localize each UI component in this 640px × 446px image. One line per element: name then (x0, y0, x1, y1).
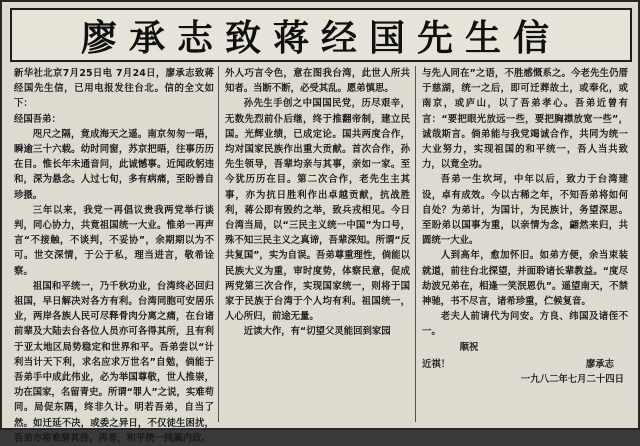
paragraph: 孙先生手创之中国国民党，历尽艰辛，无数先烈前仆后继，终于推翻帝制，建立民国。光辉业绩，已成定论。国共两度合作，均对国家民族作出重大贡献。首次合作，孙先生领导，吾辈均亲与其事，亲如一家。至今犹历历在目。第二次合作，老先生主其事，亦为抗日胜利作出卓越贡献，抗战胜利，蒋公即有毁约之举，致兵戎相见。今日台湾当局，以“三民主义统一中国”为口号，殊不知三民主义之真谛，吾辈深知。所谓“反共复国”，实为自误。吾弟尊重理性，倘能以民族大义为重，审时度势，体察民意，促成两党第三次合作，实现国家统一，则将于国家于民族于台湾于个人均有利。祖国统一，人心所归，前途无量。 (225, 98, 410, 323)
column-divider (415, 66, 416, 422)
headline: 廖承志致蒋经国先生信 (80, 17, 561, 59)
article-column-1 (14, 66, 214, 444)
dateline: 新华社北京7月25日电 7月24日，廖承志致蒋经国先生信，已用电报发往台北。信的全文如下： (14, 68, 214, 110)
regards: 近祺！ (422, 358, 451, 370)
signature-row (422, 357, 628, 372)
salutation: 经国吾弟： (14, 113, 61, 125)
article-column-3 (422, 66, 628, 426)
article-column-2 (225, 66, 410, 426)
paragraph: 祖国和平统一，乃千秋功业，台湾终必回归祖国，早日解决对各方有利。台湾同胞可安居乐业，两岸各族人民可尽释骨肉分离之痛，在台诸前辈及大陆去台各位人员亦可各得其所，且有利于亚太地区局势稳定和世界和平。吾弟尝以“计利当计天下利，求名应求万世名”自勉，倘能于吾弟手中成此伟业，必为举国尊敬，世人推崇，功在国家，名留青史。所谓“罪人”之说，实难苟同。局促东隅，终非久计。明若吾弟，自当了然。如迁延不决，或委之异日，不仅徒生困扰，吾弟亦将难辞其咎。再者，和平统一纯属内政。 (14, 280, 214, 444)
headline-box (10, 8, 632, 62)
signature: 廖承志 (585, 358, 614, 370)
letter-date: 一九八二年七月二十四日 (520, 374, 624, 386)
paragraph: 人到高年，愈加怀旧。如弟方便，余当束装就道，前往台北探望，并面聆诸长辈教益。“度尽劫波兄弟在，相逢一笑泯恩仇”。遥望南天，不禁神驰，书不尽言，诸希珍重，伫候复音。 (422, 250, 628, 308)
closing-phrase: 顺祝 (459, 341, 479, 353)
paragraph: 老夫人前请代为问安。方良、纬国及诸侄不一。 (422, 311, 628, 338)
paragraph: 吾弟一生坎坷，中年以后，致力于台湾建设，卓有成效。今以古稀之年，不知吾弟将如何自处？为弟计，为国计，为民族计，务望深思。至盼弟以国事为重，以亲情为念，翩然来归，共圆统一大业。 (422, 174, 628, 247)
column-divider (218, 66, 219, 422)
paragraph: 咫尺之隔，竟成海天之遥。南京匆匆一晤，瞬逾三十六载。幼时同窗，苏京把晤，往事历历在目。惟长年未通音问，此诚憾事。近闻政躬违和，深为悬念。人过七旬，多有病痛，至盼善自珍摄。 (14, 128, 214, 201)
paragraph: 近读大作，有“切望父灵能回到家园 (243, 326, 391, 338)
paragraph: 三年以来，我党一再倡议贵我两党举行谈判，同心协力，共竟祖国统一大业。惟弟一再声言“不接触，不谈判，不妥协”，余期期以为不可。世交深情，于公于私，理当进言，敬希诠察。 (14, 204, 214, 277)
paragraph: 与先人同在”之语，不胜感慨系之。今老先生仍厝于慈湖，统一之后，即可迁葬故土，或奉化，或南京，或庐山，以了吾弟孝心。吾弟近曾有言：“要把眼光放远一些，要把胸襟放宽一些”，诚哉斯言。倘弟能与我党竭诚合作，共同为统一大业努力，实现祖国的和平统一，吾人当共致力，以竟全功。 (422, 68, 628, 171)
paragraph: 外人巧言令色，意在图我台湾，此世人所共知者。当断不断，必受其乱。愿弟慎思。 (225, 68, 410, 95)
